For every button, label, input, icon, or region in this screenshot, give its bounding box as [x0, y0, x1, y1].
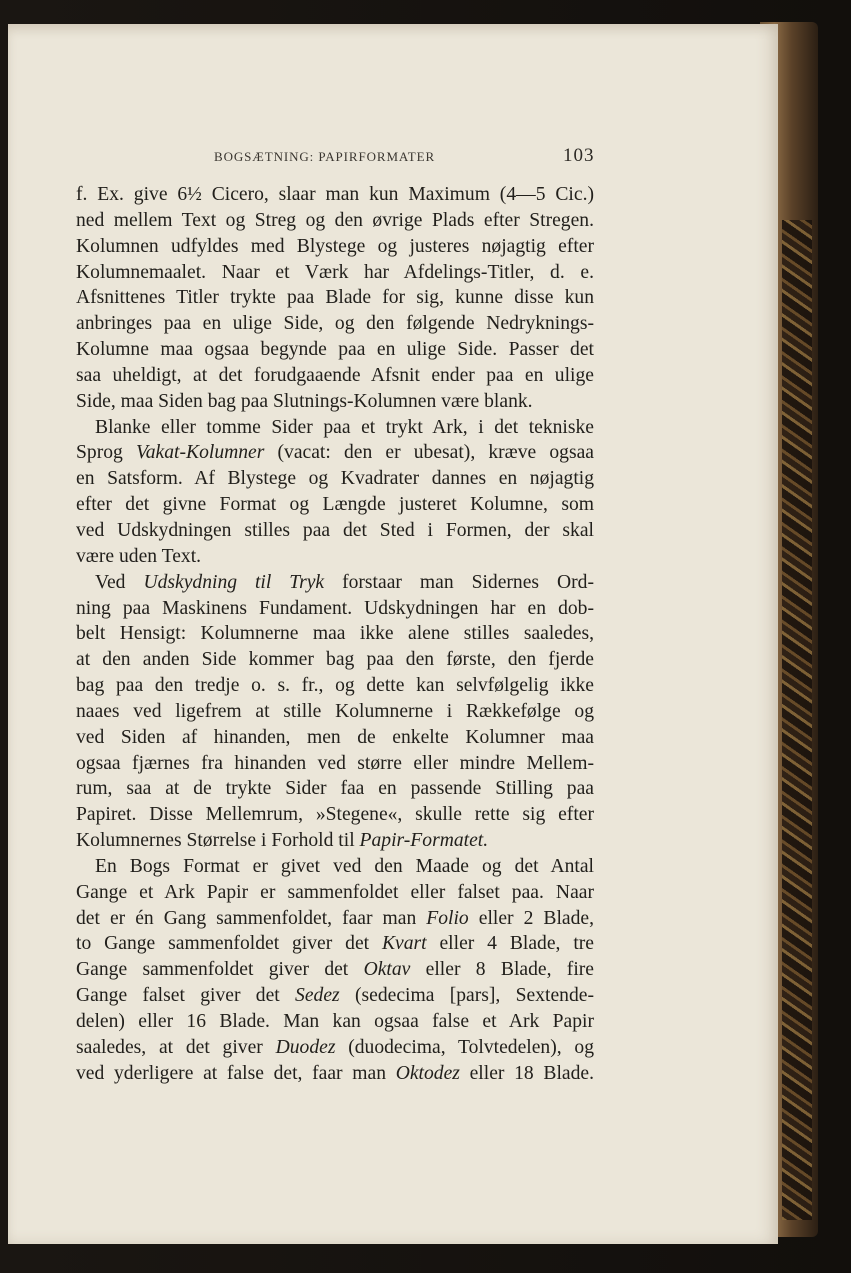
- line-text: eller 18 Blade.: [459, 1062, 594, 1084]
- text-line: ved Siden af hinanden, men de enkelte Kolumner maa: [76, 726, 594, 748]
- text-line: en Satsform. Af Blystege og Kvadrater dannes en nøjagtig: [76, 468, 594, 490]
- text-line: f. Ex. give 6½ Cicero, slaar man kun Maximum (4—5 Cic.): [76, 184, 594, 205]
- text-line: [76, 906, 594, 932]
- line-text: saaledes, at det giver: [76, 1036, 276, 1058]
- text-line: saa uheldigt, at det forudgaaende Afsnit ender paa en ulige: [76, 364, 594, 386]
- text-line: En Bogs Format er givet ved den Maade og det Antal: [95, 855, 594, 877]
- line-text: Gange sammenfoldet giver det: [76, 959, 364, 981]
- text-line: være uden Text.: [76, 545, 202, 567]
- line-text: (vacat: den er ubesat), kræve ogsaa: [264, 442, 594, 464]
- text-line: ned mellem Text og Streg og den øvrige Plads efter Stregen.: [76, 209, 594, 231]
- text-line: [76, 983, 594, 1009]
- line-text: (duodecima, Tolvtedelen), og: [335, 1036, 595, 1058]
- italic-term: Sedez: [295, 985, 340, 1007]
- text-line: bag paa den tredje o. s. fr., og dette kan selvfølgelig ikke: [76, 675, 594, 697]
- line-text: Gange falset giver det: [76, 985, 296, 1007]
- page-number: 103: [563, 145, 595, 166]
- italic-term: Vakat-Kolumner: [135, 442, 265, 464]
- text-line: Afsnittenes Titler trykte paa Blade for sig, kunne disse kun: [76, 287, 594, 309]
- text-line: [76, 570, 594, 596]
- line-text: eller 2 Blade,: [468, 907, 594, 929]
- text-line: ogsaa fjærnes fra hinanden ved større eller mindre Mellem-: [76, 752, 594, 774]
- text-line: ved Udskydningen stilles paa det Sted i Formen, der skal: [76, 519, 594, 541]
- text-line: ning paa Maskinens Fundament. Udskydningen har en dob-: [76, 597, 594, 619]
- italic-term: Oktodez: [395, 1062, 460, 1084]
- text-line: Kolumnen udfyldes med Blystege og justeres nøjagtig efter: [76, 235, 594, 257]
- line-text: eller 8 Blade, fire: [410, 959, 594, 981]
- line-text: forstaar man Sidernes Ord-: [324, 571, 595, 593]
- line-text: ved yderligere at false det, faar man: [76, 1062, 396, 1084]
- italic-term: Folio: [426, 907, 469, 929]
- text-line: Kolumne maa ogsaa begynde paa en ulige Side. Passer det: [76, 339, 594, 361]
- running-head: BOGSÆTNING: PAPIRFORMATER: [214, 149, 436, 164]
- text-line: Papiret. Disse Mellemrum, »Stegene«, skulle rette sig efter: [76, 804, 594, 826]
- italic-term: Oktav: [363, 959, 411, 981]
- italic-term: Udskydning til Tryk: [143, 571, 325, 593]
- line-text: to Gange sammenfoldet giver det: [76, 933, 382, 955]
- text-line: delen) eller 16 Blade. Man kan ogsaa false et Ark Papir: [76, 1011, 594, 1032]
- text-line: Blanke eller tomme Sider paa et trykt Ark, i det tekniske: [95, 416, 594, 438]
- text-line: Kolumnemaalet. Naar et Værk har Afdelings-Titler, d. e.: [76, 261, 594, 283]
- line-text: eller 4 Blade, tre: [426, 933, 594, 955]
- text-line: [76, 1035, 594, 1061]
- text-line: [76, 440, 594, 466]
- text-line: [76, 931, 594, 957]
- page-header: [0, 145, 851, 169]
- body-text: [76, 182, 594, 1087]
- italic-term: Kvart: [381, 933, 427, 955]
- italic-term: Duodez: [275, 1036, 336, 1058]
- line-text: det er én Gang sammenfoldet, faar man: [76, 907, 427, 929]
- line-text: Ved: [95, 571, 144, 593]
- text-line: at den anden Side kommer bag paa den første, den fjerde: [76, 649, 594, 671]
- text-line: efter det givne Format og Længde justeret Kolumne, som: [76, 494, 594, 516]
- text-line: Gange et Ark Papir er sammenfoldet eller falset paa. Naar: [76, 881, 594, 903]
- text-line: rum, saa at de trykte Sider faa en passende Stilling paa: [76, 778, 594, 800]
- marbled-cover-edge: [782, 220, 812, 1220]
- text-line: [76, 828, 594, 854]
- text-line: naaes ved ligefrem at stille Kolumnerne i Rækkefølge og: [76, 700, 594, 722]
- text-line: anbringes paa en ulige Side, og den følgende Nedryknings-: [76, 313, 594, 335]
- text-line: [76, 957, 594, 983]
- text-line: Side, maa Siden bag paa Slutnings-Kolumnen være blank.: [76, 390, 533, 412]
- italic-term: Papir-Formatet.: [359, 830, 489, 852]
- line-text: Sprog: [76, 442, 136, 464]
- line-text: Kolumnernes Størrelse i Forhold til: [76, 830, 360, 852]
- text-line: belt Hensigt: Kolumnerne maa ikke alene stilles saaledes,: [76, 623, 594, 645]
- line-text: (sedecima [pars], Sextende-: [339, 985, 594, 1007]
- text-line: [76, 1061, 594, 1087]
